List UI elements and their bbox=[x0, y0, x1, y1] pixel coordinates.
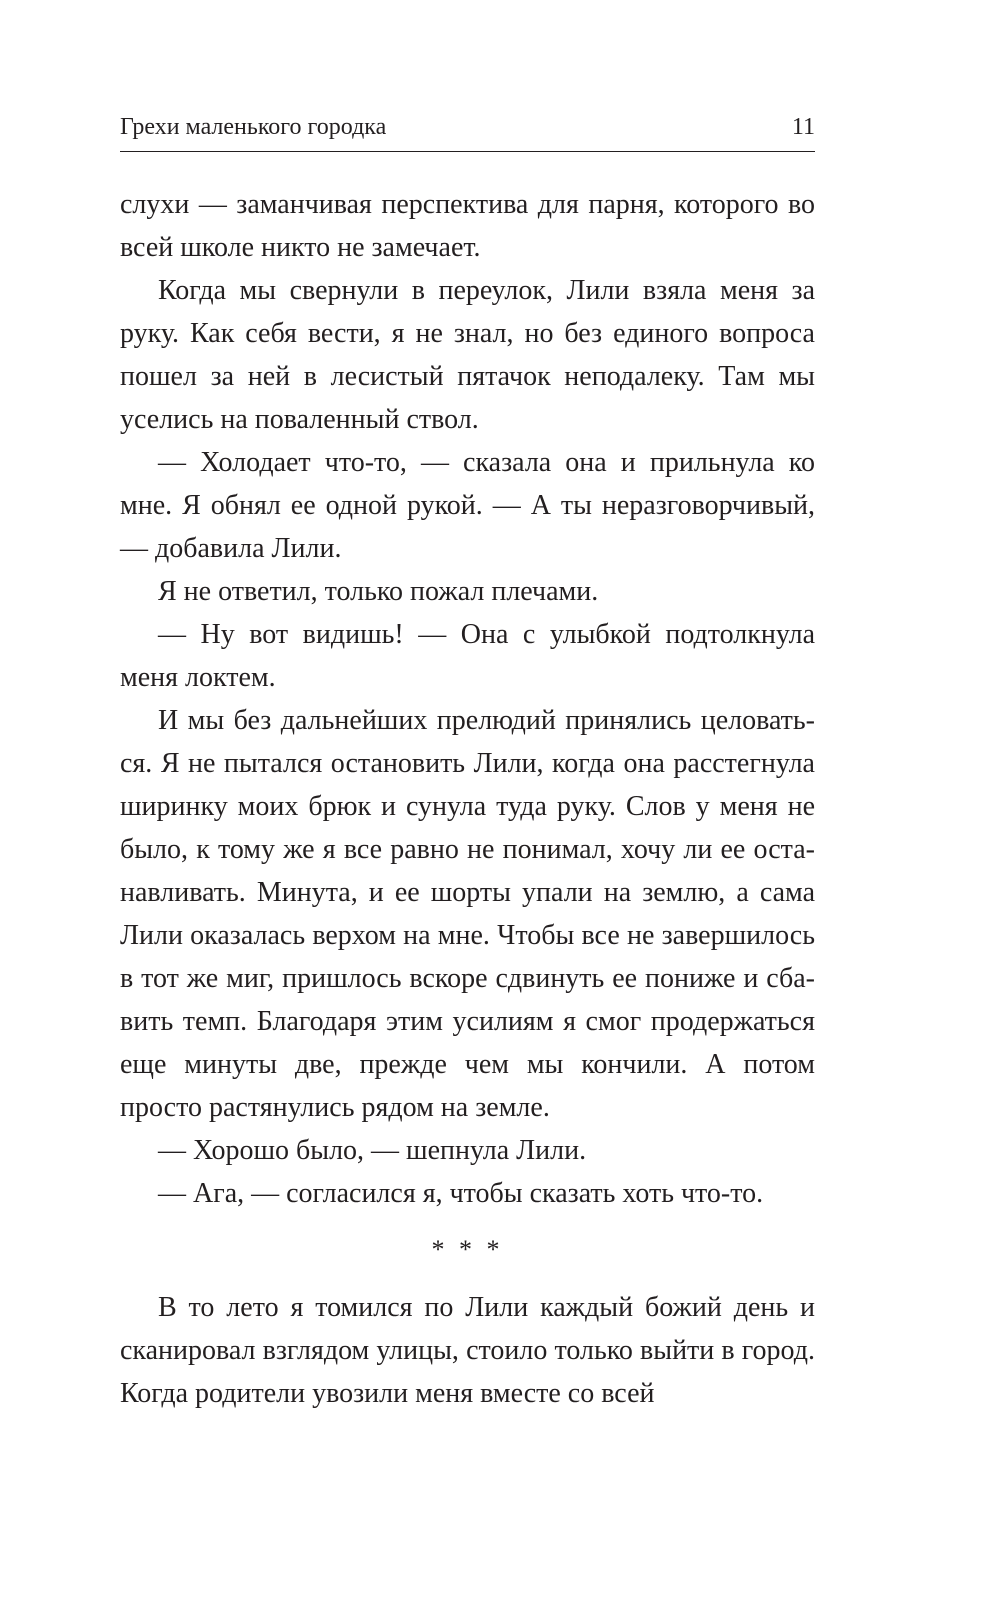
paragraph: слухи — заманчивая перспектива для парня, которого во всей школе никто не замечает. bbox=[120, 189, 815, 263]
paragraph: Я не ответил, только пожал плечами. bbox=[158, 576, 599, 607]
page-number: 11 bbox=[791, 114, 815, 140]
paragraph: — Ну вот видишь! — Она с улыбкой подтолкнула меня локтем. bbox=[120, 619, 815, 693]
paragraph: — Ага, — согласился я, чтобы сказать хоть что-то. bbox=[158, 1178, 764, 1209]
section-separator: * * * bbox=[431, 1235, 504, 1264]
body-text bbox=[120, 183, 815, 1415]
paragraph: — Холодает что-то, — сказала она и прильнула ко мне. Я обнял ее одной рукой. — А ты неразговорчивый, — добавила Лили. bbox=[120, 447, 815, 564]
paragraph: И мы без дальнейших прелюдий принялись целоваться. Я не пытался остановить Лили, когда она расстегнула ширинку моих брюк и сунула туда руку. Слов у меня не было, к тому же я все равно не понимал, хочу ли ее останавливать. Минута, и ее шорты упали на землю, а сама Лили оказалась верхом на мне. Чтобы все не завершилось в тот же миг, пришлось вскоре сдвинуть ее пониже и сбавить темп. Благодаря этим усилиям я смог продержаться еще минуты две, прежде чем мы кончили. А потом просто растянулись рядом на земле. bbox=[120, 705, 815, 1123]
paragraph: — Хорошо было, — шепнула Лили. bbox=[158, 1135, 587, 1166]
book-title: Грехи маленького городка bbox=[120, 114, 387, 140]
book-page bbox=[120, 0, 815, 1615]
paragraph: В то лето я томился по Лили каждый божий день и сканировал взглядом улицы, стоило только выйти в город. Когда родители увозили меня вместе со всей bbox=[120, 1292, 815, 1409]
paragraph: Когда мы свернули в переулок, Лили взяла меня за руку. Как себя вести, я не знал, но без единого вопроса пошел за ней в лесистый пятачок неподалеку. Там мы уселись на поваленный ствол. bbox=[120, 275, 815, 435]
running-head bbox=[120, 113, 815, 152]
